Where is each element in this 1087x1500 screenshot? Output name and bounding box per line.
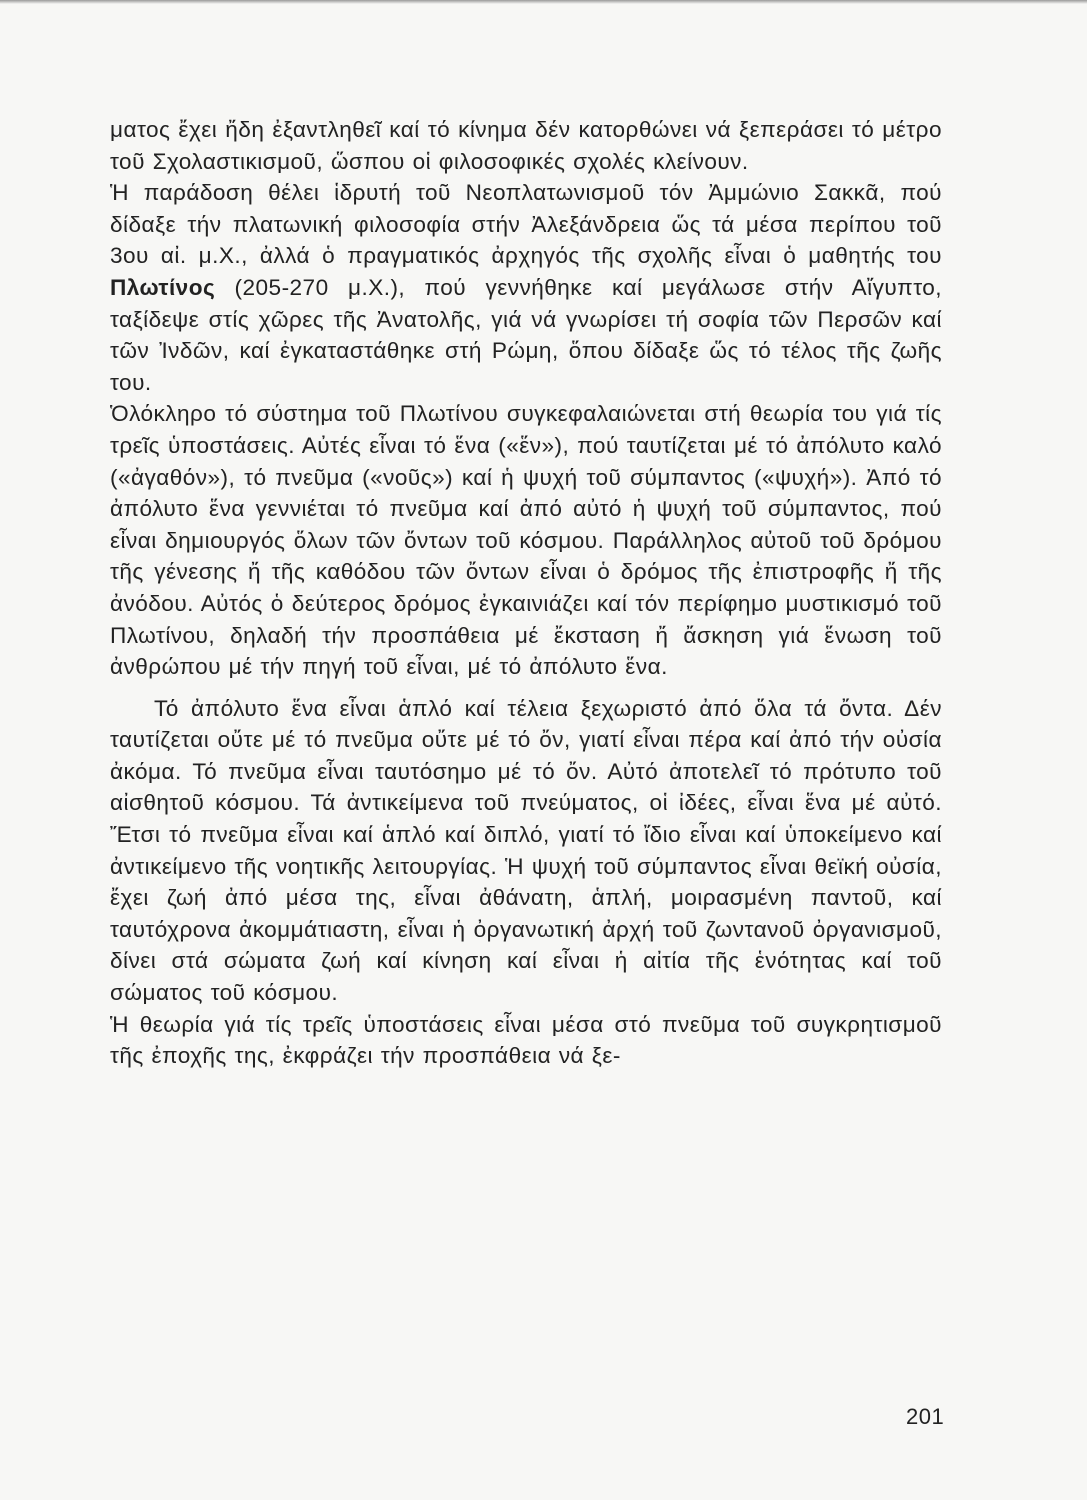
- paragraph-three-hypostases: Ὁλόκληρο τό σύστημα τοῦ Πλωτίνου συγκεφαλαιώνεται στή θεωρία του γιά τίς τρεῖς ὑποστάσεις. Αὐτές εἶναι τό ἕνα («ἕν»), πού ταυτίζεται μέ τό ἀπόλυτο καλό («ἀγαθόν»), τό πνεῦμα («νοῦς») καί ἡ ψυχή τοῦ σύμπαντος («ψυχή»). Ἀπό τό ἀπόλυτο ἕνα γεννιέται τό πνεῦμα καί ἀπό αὐτό ἡ ψυχή τοῦ σύμπαντος, πού εἶναι δημιουργός ὅλων τῶν ὄντων τοῦ κόσμου. Παράλληλος αὐτοῦ τοῦ δρόμου τῆς γένεσης ἤ τῆς καθόδου τῶν ὄντων εἶναι ὁ δρόμος τῆς ἐπιστροφῆς ἤ τῆς ἀνόδου. Αὐτός ὁ δεύτερος δρόμος ἐγκαινιάζει καί τόν περίφημο μυστικισμό τοῦ Πλωτίνου, δηλαδή τήν προσπάθεια μέ ἔκσταση ἤ ἄσκηση γιά ἕνωση τοῦ ἀνθρώπου μέ τήν πηγή τοῦ εἶναι, μέ τό ἀπόλυτο ἕνα.: [110, 401, 942, 680]
- page-number: 201: [906, 1404, 945, 1429]
- paragraph-gap: [110, 683, 942, 693]
- paragraph-text-before-name: Ἡ παράδοση θέλει ἱδρυτή τοῦ Νεοπλατωνισμοῦ τόν Ἀμμώνιο Σακκᾶ, πού δίδαξε τήν πλατωνική φιλοσοφία στήν Ἀλεξάνδρεια ὥς τά μέσα περίπου τοῦ 3ου αἰ. μ.Χ., ἀλλά ὁ πραγματικός ἀρχηγός τῆς σχολῆς εἶναι ὁ μαθητής του: [110, 180, 942, 269]
- paragraph-neoplatonism-founder: [110, 177, 942, 398]
- scan-top-edge: [0, 0, 1087, 4]
- paragraph-continuation: ματος ἔχει ἤδη ἐξαντληθεῖ καί τό κίνημα δέν κατορθώνει νά ξεπεράσει τό μέτρο τοῦ Σχολαστικισμοῦ, ὥσπου οἱ φιλοσοφικές σχολές κλείνουν.: [110, 117, 942, 174]
- paragraph-absolute-one: Τό ἀπόλυτο ἕνα εἶναι ἁπλό καί τέλεια ξεχωριστό ἀπό ὅλα τά ὄντα. Δέν ταυτίζεται οὔτε μέ τό πνεῦμα οὔτε μέ τό ὄν, γιατί εἶναι πέρα καί ἀπό τήν οὐσία ἀκόμα. Τό πνεῦμα εἶναι ταυτόσημο μέ τό ὄν. Αὐτό ἀποτελεῖ τό πρότυπο τοῦ αἰσθητοῦ κόσμου. Τά ἀντικείμενα τοῦ πνεύματος, οἱ ἰδέες, εἶναι ἕνα μέ αὐτό. Ἔτσι τό πνεῦμα εἶναι καί ἁπλό καί διπλό, γιατί τό ἴδιο εἶναι καί ὑποκείμενο καί ἀντικείμενο τῆς νοητικῆς λειτουργίας. Ἡ ψυχή τοῦ σύμπαντος εἶναι θεϊκή οὐσία, ἔχει ζωή ἀπό μέσα της, εἶναι ἀθάνατη, ἁπλή, μοιρασμένη παντοῦ, καί ταυτόχρονα ἀκομμάτιαστη, εἶναι ἡ ὀργανωτική ἀρχή τοῦ ζωντανοῦ ὀργανισμοῦ, δίνει στά σώματα ζωή καί κίνηση καί εἶναι ἡ αἰτία τῆς ἑνότητας καί τοῦ σώματος τοῦ κόσμου.: [110, 695, 942, 1006]
- paragraph-theory-syncretism: Ἡ θεωρία γιά τίς τρεῖς ὑποστάσεις εἶναι μέσα στό πνεῦμα τοῦ συγκρητισμοῦ τῆς ἐποχῆς της, ἐκφράζει τήν προσπάθεια νά ξε-: [110, 1011, 942, 1069]
- paragraph-text-after-name: (205-270 μ.Χ.), πού γεννήθηκε καί μεγάλωσε στήν Αἴγυπτο, ταξίδεψε στίς χῶρες τῆς Ἀνατολῆς, γιά νά γνωρίσει τή σοφία τῶν Περσῶν καί τῶν Ἰνδῶν, καί ἐγκαταστάθηκε στή Ρώμη, ὅπου δίδαξε ὥς τό τέλος τῆς ζωῆς του.: [110, 274, 942, 395]
- plotinus-name-bold: Πλωτίνος: [110, 274, 216, 300]
- page-body-text: [110, 114, 942, 1072]
